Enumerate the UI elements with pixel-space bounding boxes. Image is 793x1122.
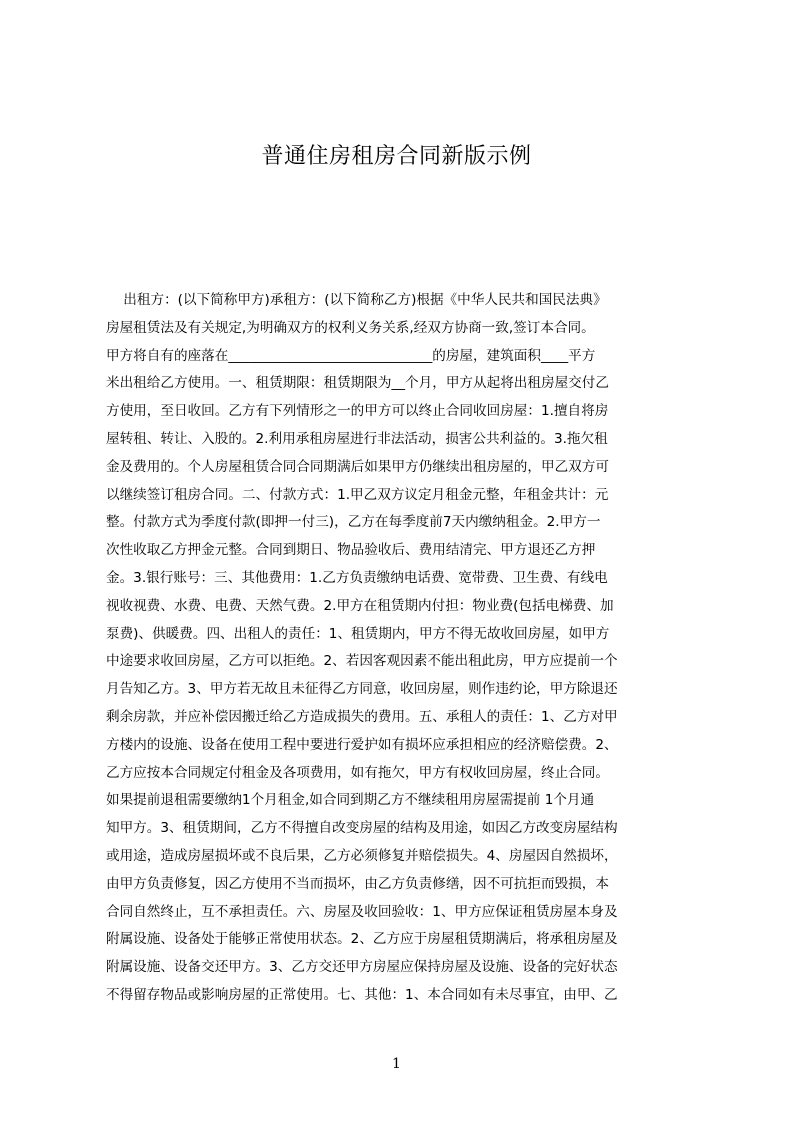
body-line: 以继续签订租房合同。二、付款方式：1.甲乙双方议定月租金元整，年租金共计：元 [106, 486, 609, 503]
body-line: 方楼内的设施、设备在使用工程中要进行爱护如有损坏应承担相应的经济赔偿费。2、 [106, 736, 618, 753]
body-line: 房屋租赁法及有关规定,为明确双方的权利义务关系,经双方协商一致,签订本合同。 [106, 319, 595, 336]
body-line: 合同自然终止，互不承担责任。六、房屋及收回验收：1、甲方应保证租赁房屋本身及 [106, 903, 618, 920]
body-line: 金。3.银行账号：三、其他费用：1.乙方负责缴纳电话费、宽带费、卫生费、有线电 [106, 569, 608, 586]
body-line: 由甲方负责修复，因乙方使用不当而损坏，由乙方负责修缮，因不可抗拒而毁损，本 [106, 875, 609, 892]
document-title: 普通住房租房合同新版示例 [261, 144, 532, 169]
body-line: 或用途，造成房屋损坏或不良后果，乙方必须修复并赔偿损失。4、房屋因自然损坏， [106, 847, 618, 864]
body-line: 中途要求收回房屋，乙方可以拒绝。2、若因客观因素不能出租此房，甲方应提前一个 [106, 653, 618, 670]
contract-body [106, 287, 698, 1003]
body-line: 视收视费、水费、电费、天然气费。2.甲方在租赁期内付担：物业费(包括电梯费、加 [106, 597, 614, 614]
body-line: 月告知乙方。3、甲方若无故且未征得乙方同意，收回房屋，则作违约论，甲方除退还 [106, 681, 618, 698]
page-number: 1 [392, 1056, 401, 1072]
body-line: 方使用，至日收回。乙方有下列情形之一的甲方可以终止合同收回房屋：1.擅自将房 [106, 403, 609, 420]
body-line: 金及费用的。个人房屋租赁合同合同期满后如果甲方仍继续出租房屋的，甲乙双方可 [106, 458, 609, 475]
body-line: 知甲方。3、租赁期间，乙方不得擅自改变房屋的结构及用途，如因乙方改变房屋结构 [106, 820, 618, 837]
body-line: 整。付款方式为季度付款(即押一付三)，乙方在每季度前7天内缴纳租金。2.甲方一 [106, 514, 601, 531]
body-line: 附属设施、设备交还甲方。3、乙方交还甲方房屋应保持房屋及设施、设备的完好状态 [106, 959, 618, 976]
body-line: 乙方应按本合同规定付租金及各项费用，如有拖欠，甲方有权收回房屋，终止合同。 [106, 764, 609, 781]
body-line: 泵费)、供暖费。四、出租人的责任：1、租赁期内，甲方不得无故收回房屋，如甲方 [106, 625, 610, 642]
body-line: 甲方将自有的座落在______________________________的房屋，建筑面积____平方 [106, 347, 596, 364]
body-line: 出租方：(以下简称甲方)承租方：(以下简称乙方)根据《中华人民共和国民法典》 [106, 292, 607, 308]
body-line: 如果提前退租需要缴纳1个月租金,如合同到期乙方不继续租用房屋需提前 1个月通 [106, 792, 595, 809]
body-line: 剩余房款，并应补偿因搬迁给乙方造成损失的费用。五、承租人的责任：1、乙方对甲 [106, 708, 618, 725]
body-line: 次性收取乙方押金元整。合同到期日、物品验收后、费用结清完、甲方退还乙方押 [106, 542, 596, 559]
body-line: 米出租给乙方使用。一、租赁期限：租赁期限为__个月，甲方从起将出租房屋交付乙 [106, 375, 609, 392]
body-line: 附属设施、设备处于能够正常使用状态。2、乙方应于房屋租赁期满后，将承租房屋及 [106, 931, 618, 948]
body-line: 屋转租、转让、入股的。2.利用承租房屋进行非法活动，损害公共利益的。3.拖欠租 [106, 430, 608, 447]
body-line: 不得留存物品或影响房屋的正常使用。七、其他：1、本合同如有未尽事宜，由甲、乙 [106, 986, 618, 1003]
